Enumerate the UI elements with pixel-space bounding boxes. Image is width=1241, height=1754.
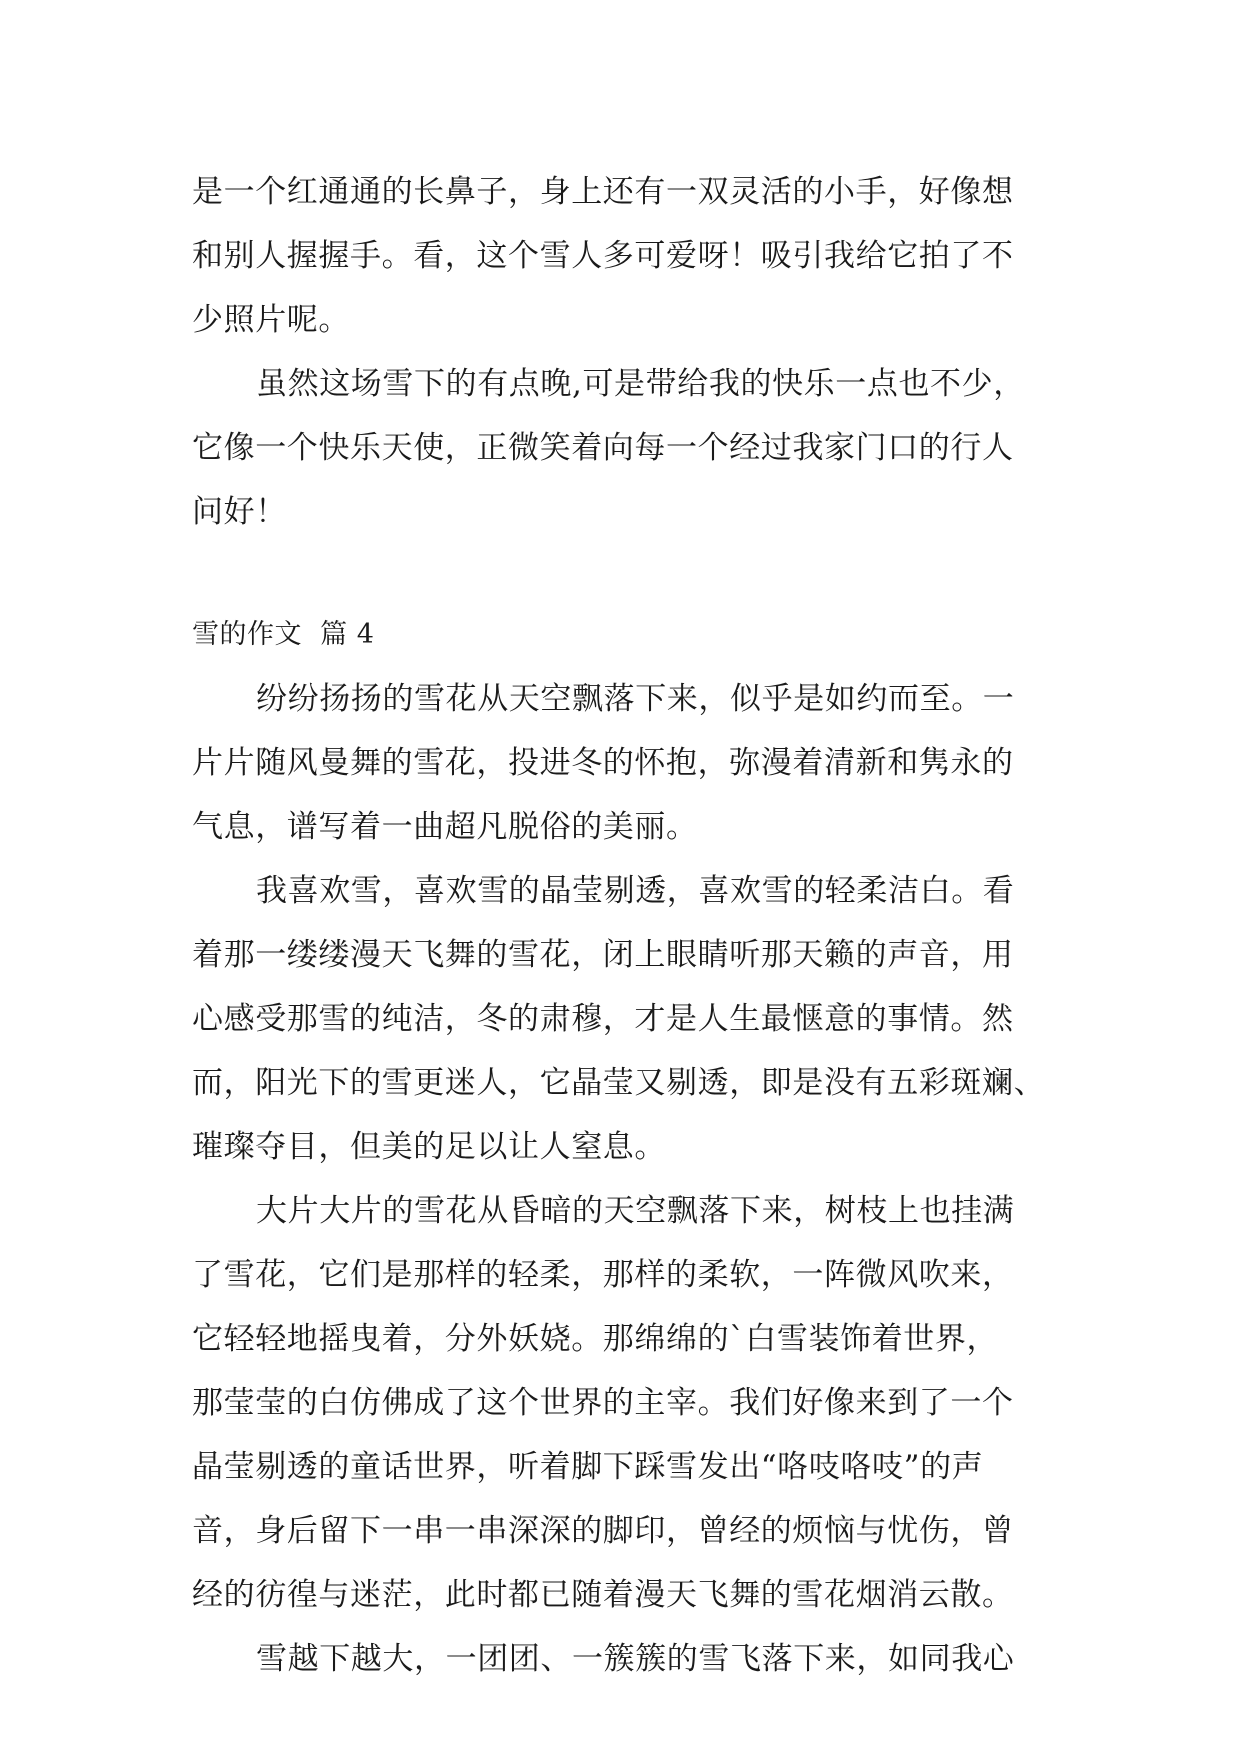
paragraph (192, 160, 1072, 352)
text-line: 璀璨夺目，但美的足以让人窒息。 (192, 1129, 666, 1165)
text-line: 它像一个快乐天使，正微笑着向每一个经过我家门口的行人 (192, 430, 1014, 466)
paragraph (192, 1627, 1072, 1691)
section-heading: 雪的作文 篇 4 (192, 619, 375, 650)
text-line: 而，阳光下的雪更迷人，它晶莹又剔透，即是没有五彩斑斓、 (192, 1065, 1046, 1101)
text-line: 我喜欢雪，喜欢雪的晶莹剔透，喜欢雪的轻柔洁白。看 (256, 873, 1015, 909)
text-line: 片片随风曼舞的雪花，投进冬的怀抱，弥漫着清新和隽永的 (192, 745, 1014, 781)
text-line: 和别人握握手。看，这个雪人多可爱呀！吸引我给它拍了不 (192, 238, 1014, 274)
paragraph (192, 1179, 1072, 1627)
text-line: 气息，谱写着一曲超凡脱俗的美丽。 (192, 809, 698, 845)
paragraph (192, 667, 1072, 859)
text-line: 晶莹剔透的童话世界，听着脚下踩雪发出“咯吱咯吱”的声 (192, 1449, 984, 1485)
text-line: 是一个红通通的长鼻子，身上还有一双灵活的小手，好像想 (192, 174, 1014, 210)
text-line: 少照片呢。 (192, 302, 350, 338)
text-line: 经的彷徨与迷茫，此时都已随着漫天飞舞的雪花烟消云散。 (192, 1577, 1014, 1613)
text-line: 雪越下越大，一团团、一簇簇的雪飞落下来，如同我心 (256, 1641, 1015, 1677)
paragraph (192, 859, 1072, 1179)
text-line: 着那一缕缕漫天飞舞的雪花，闭上眼睛听那天籁的声音，用 (192, 937, 1014, 973)
text-line: 那莹莹的白仿佛成了这个世界的主宰。我们好像来到了一个 (192, 1385, 1014, 1421)
section-spacer (192, 544, 1072, 603)
text-line: 虽然这场雪下的有点晚,可是带给我的快乐一点也不少， (256, 366, 1025, 402)
text-line: 音，身后留下一串一串深深的脚印，曾经的烦恼与忧伤，曾 (192, 1513, 1014, 1549)
document-page (192, 160, 1072, 1691)
text-line: 问好！ (192, 494, 287, 530)
text-line: 它轻轻地摇曳着，分外妖娆。那绵绵的`白雪装饰着世界， (192, 1321, 999, 1357)
text-line: 大片大片的雪花从昏暗的天空飘落下来，树枝上也挂满 (256, 1193, 1015, 1229)
text-line: 心感受那雪的纯洁，冬的肃穆，才是人生最惬意的事情。然 (192, 1001, 1014, 1037)
text-line: 了雪花，它们是那样的轻柔，那样的柔软，一阵微风吹来， (192, 1257, 1014, 1293)
text-line: 纷纷扬扬的雪花从天空飘落下来，似乎是如约而至。一 (256, 681, 1015, 717)
paragraph (192, 352, 1072, 544)
